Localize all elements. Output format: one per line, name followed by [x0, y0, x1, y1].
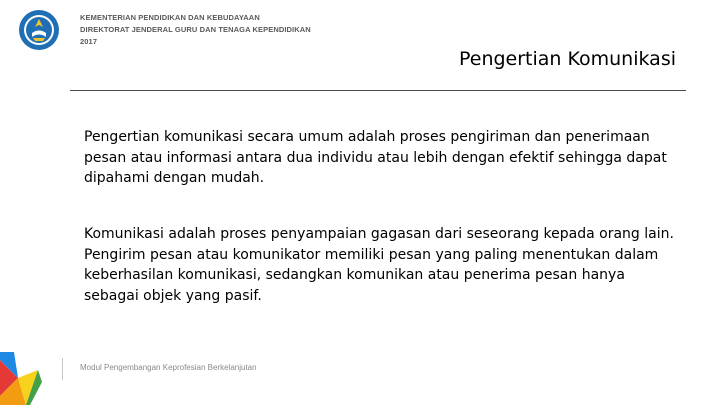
paragraph-process: Komunikasi adalah proses penyampaian gagasan dari seseorang kepada orang lain. Pengirim pesan atau komunikator memiliki pesan yang paling menentukan dalam keberhasilan komunikasi, sedangkan komunikan atau penerima pesan hanya sebagai objek yang pasif. [84, 226, 674, 304]
ministry-logo [18, 9, 60, 51]
slide-title: Pengertian Komunikasi [458, 48, 676, 70]
org-line-year: 2017 [80, 37, 98, 46]
organization-header [80, 12, 311, 48]
footer-divider [62, 358, 63, 380]
footer-module-name: Modul Pengembangan Keprofesian Berkelanjutan [80, 363, 257, 372]
title-divider [70, 90, 686, 91]
decorative-corner-graphic [0, 352, 42, 405]
paragraph-definition: Pengertian komunikasi secara umum adalah proses pengiriman dan penerimaan pesan atau informasi antara dua individu atau lebih dengan efektif sehingga dapat dipahami dengan mudah. [84, 129, 667, 186]
org-line-directorate: DIREKTORAT JENDERAL GURU DAN TENAGA KEPENDIDIKAN [80, 25, 311, 34]
org-line-ministry: KEMENTERIAN PENDIDIKAN DAN KEBUDAYAAN [80, 13, 260, 22]
